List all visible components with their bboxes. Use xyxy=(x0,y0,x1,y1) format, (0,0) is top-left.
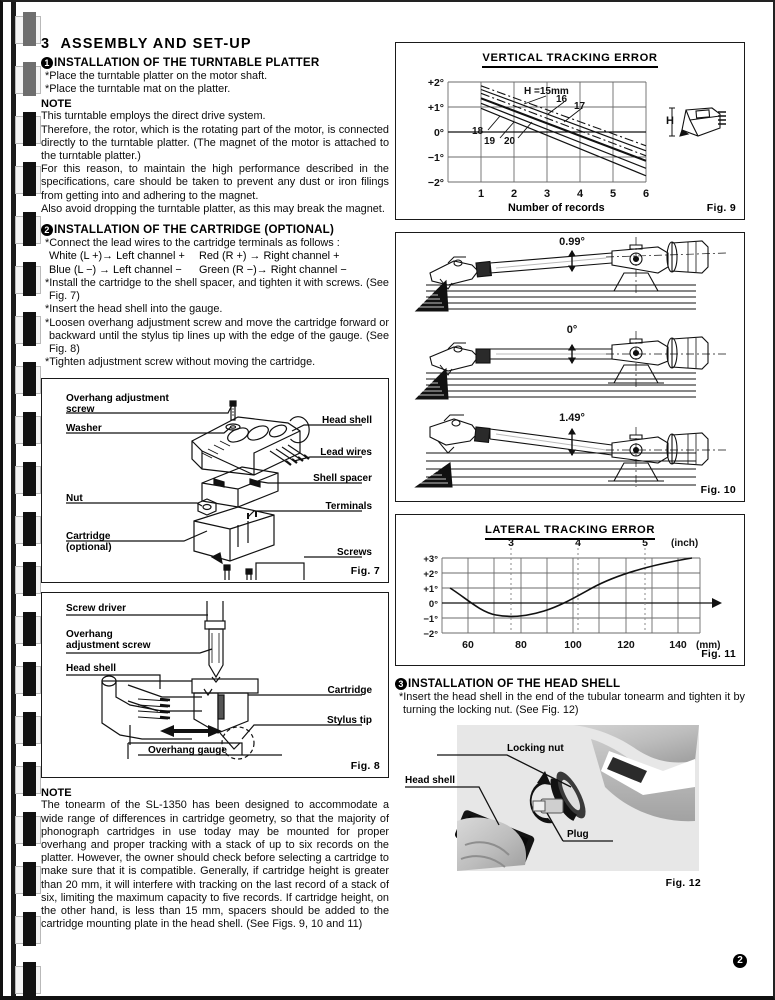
binding-ring xyxy=(23,12,36,46)
bullet-2-icon: 2 xyxy=(41,224,53,236)
binding-ring xyxy=(23,512,36,546)
bottom-note-text: The tonearm of the SL-1350 has been designed to accommodate a wide range of differences in cartridge geometry, so that the majority of phonograph cartridges in use today may be mounted for proper overhang and proper tracking with a stack of up to six records on the platter. However, the owner should check before selecting a cartridge to make sure that it is compatible. Generally, if cartridge height is greater than 20 mm, it will interfere with tracking on the last record of a stack of six, limiting the maximum capacity to five records. If cartridge height, on the other hand, is less than 15 mm, spacers should be added to the cartridge mounting plate in the head shell. (See Figs. 9, 10 and 11) xyxy=(41,799,389,931)
figure-8 xyxy=(41,592,389,778)
svg-text:80: 80 xyxy=(515,639,527,651)
series-h18 xyxy=(481,98,646,161)
svg-text:+2°: +2° xyxy=(427,77,444,89)
inch-label-4: 4 xyxy=(575,537,581,549)
svg-text:−2°: −2° xyxy=(423,629,438,640)
fig7-callout-lead-wires: Lead wires xyxy=(320,447,372,459)
s1-note-p3: For this reason, to maintain the high performance described in the specifications, care should be taken to prevent any dust or iron filings from getting into and adhering to the magnet. xyxy=(41,163,389,202)
svg-text:60: 60 xyxy=(462,639,474,651)
svg-text:19: 19 xyxy=(484,136,496,147)
binding-ring xyxy=(23,412,36,446)
binding-rail xyxy=(11,2,16,1000)
binding-ring xyxy=(23,112,36,146)
figure-9-title: VERTICAL TRACKING ERROR xyxy=(396,43,744,64)
wiring-row xyxy=(49,250,389,263)
fig11-inch-axis-label: (inch) xyxy=(671,538,699,549)
binding-ring xyxy=(23,62,36,96)
page-number: 2 xyxy=(733,954,747,968)
fig10-angle-2: 0° xyxy=(566,324,578,336)
figure-7-label: Fig. 7 xyxy=(350,565,380,578)
subsection-heading-2-label: INSTALLATION OF THE CARTRIDGE (OPTIONAL) xyxy=(54,223,334,237)
binding-ring xyxy=(23,762,36,796)
figure-11-label: Fig. 11 xyxy=(701,648,736,660)
fig8-callout-cartridge: Cartridge xyxy=(327,685,372,697)
figure-10-drawing xyxy=(396,233,742,497)
fig7-callout-washer: Washer xyxy=(66,423,102,435)
figure-11-title: LATERAL TRACKING ERROR xyxy=(396,515,744,536)
binding-ring xyxy=(23,912,36,946)
figure-11 xyxy=(395,514,745,666)
svg-text:+3°: +3° xyxy=(423,554,438,565)
wiring-left-2: Blue (L −) → Left channel − xyxy=(49,263,182,276)
figure-12-photo xyxy=(395,725,741,891)
subsection-heading-3-label: INSTALLATION OF THE HEAD SHELL xyxy=(408,677,621,690)
svg-text:H =15mm: H =15mm xyxy=(524,86,569,97)
fig7-callout-shell-spacer: Shell spacer xyxy=(313,473,372,485)
binding-ring xyxy=(23,612,36,646)
binding-ring xyxy=(23,712,36,746)
left-column xyxy=(41,36,389,932)
fig8-callout-screw-driver: Screw driver xyxy=(66,603,127,615)
s1-note-label: NOTE xyxy=(41,98,72,111)
svg-text:−2°: −2° xyxy=(427,177,444,189)
section-number: 3 xyxy=(41,36,51,52)
fig7-callout-nut: Nut xyxy=(66,493,83,505)
s2-line-1: *Install the cartridge to the shell spacer, and tighten it with screws. (See Fig. 7) xyxy=(45,277,389,303)
figure-8-label: Fig. 8 xyxy=(350,760,380,773)
svg-text:100: 100 xyxy=(564,639,582,651)
svg-text:2: 2 xyxy=(510,188,518,200)
svg-text:+2°: +2° xyxy=(423,569,438,580)
spiral-binding xyxy=(3,2,43,1000)
s1-note-p2: Therefore, the rotor, which is the rotating part of the motor, is connected directly to the turntable platter. (The magnet of the motor is attached to the turntable platter.) xyxy=(41,123,389,163)
inch-label-5: 5 xyxy=(642,537,648,549)
fig8-callout-stylus-tip: Stylus tip xyxy=(326,715,372,727)
fig8-callout-overhang-screw: Overhang adjustment screw xyxy=(66,629,151,652)
fig12-callout-head-shell: Head shell xyxy=(405,775,456,787)
binding-ring xyxy=(23,862,36,896)
figure-9-label: Fig. 9 xyxy=(706,202,736,214)
wiring-right-2: Green (R −)→ Right channel − xyxy=(199,263,347,276)
s1-note-p4: Also avoid dropping the turntable platter, as this may break the magnet. xyxy=(41,202,385,215)
svg-text:+1°: +1° xyxy=(423,584,438,595)
page-title xyxy=(41,36,389,52)
binding-ring xyxy=(23,312,36,346)
figure-7 xyxy=(41,378,389,583)
svg-text:16: 16 xyxy=(556,94,568,105)
chart-lateral-tracking-error xyxy=(396,536,742,654)
fig11-xunit: (mm) xyxy=(696,640,721,651)
fig9-inset-h-label: H xyxy=(666,115,674,127)
fig7-callout-overhang-screw: Overhang adjustment screw xyxy=(66,393,169,416)
lateral-error-curve xyxy=(450,558,692,616)
inch-label-3: 3 xyxy=(508,537,514,549)
wiring-row xyxy=(49,264,389,277)
subsection-heading-1-label: INSTALLATION OF THE TURNTABLE PLATTER xyxy=(54,56,320,69)
svg-text:120: 120 xyxy=(617,639,635,651)
right-column xyxy=(395,42,745,895)
subsection-heading-3 xyxy=(395,677,745,690)
svg-text:4: 4 xyxy=(576,188,584,200)
binding-ring xyxy=(23,462,36,496)
figure-10-label: Fig. 10 xyxy=(700,484,736,496)
fig10-angle-3: 1.49° xyxy=(559,412,585,424)
binding-ring xyxy=(23,812,36,846)
s1-line-1: *Place the turntable platter on the motor shaft. xyxy=(45,70,268,82)
svg-text:18: 18 xyxy=(472,126,484,137)
figure-9-xlabel: Number of records xyxy=(508,202,605,214)
s2-line-3: *Loosen overhang adjustment screw and move the cartridge forward or backward until the stylus tip lines up with the edge of the gauge. (See Fig. 8) xyxy=(45,316,389,356)
section-title-text: ASSEMBLY AND SET-UP xyxy=(60,36,252,52)
fig8-callout-overhang-gauge: Overhang gauge xyxy=(148,745,227,757)
svg-text:0°: 0° xyxy=(428,599,438,610)
binding-ring xyxy=(23,212,36,246)
figure-9 xyxy=(395,42,745,220)
svg-text:20: 20 xyxy=(504,136,516,147)
s1-note-p1: This turntable employs the direct drive system. xyxy=(41,110,266,123)
wiring-left-1: White (L +)→ Left channel + xyxy=(49,250,185,263)
subsection-heading-1 xyxy=(41,56,389,69)
binding-ring xyxy=(23,562,36,596)
bottom-note-label: NOTE xyxy=(41,787,72,800)
subsection-heading-2 xyxy=(41,223,389,236)
binding-ring xyxy=(23,262,36,296)
binding-ring xyxy=(23,662,36,696)
figure-10 xyxy=(395,232,745,502)
s2-intro: *Connect the lead wires to the cartridge terminals as follows : xyxy=(45,237,340,250)
svg-text:140: 140 xyxy=(669,639,687,651)
wiring-table xyxy=(41,250,389,277)
svg-text:0°: 0° xyxy=(433,127,444,139)
figure-12 xyxy=(395,725,745,895)
svg-text:17: 17 xyxy=(574,101,586,112)
s3-line-1: *Insert the head shell in the end of the tubular tonearm and tighten it by turning the locking nut. (See Fig. 12) xyxy=(399,691,745,717)
fig7-callout-terminals: Terminals xyxy=(325,501,372,513)
fig7-callout-head-shell: Head shell xyxy=(321,415,372,427)
chart-vertical-tracking-error xyxy=(396,64,742,206)
fig12-callout-locking-nut: Locking nut xyxy=(507,743,564,755)
svg-text:−1°: −1° xyxy=(427,152,444,164)
fig8-callout-head-shell: Head shell xyxy=(66,663,117,675)
s2-line-2: *Insert the head shell into the gauge. xyxy=(45,303,223,316)
fig7-callout-cartridge: Cartridge (optional) xyxy=(66,531,112,554)
svg-text:5: 5 xyxy=(609,188,617,200)
figure-12-label: Fig. 12 xyxy=(665,877,701,890)
svg-text:6: 6 xyxy=(642,188,650,200)
binding-ring xyxy=(23,962,36,996)
s1-line-2: *Place the turntable mat on the platter. xyxy=(45,83,231,96)
s2-line-4: *Tighten adjustment screw without moving the cartridge. xyxy=(45,356,316,369)
fig12-callout-plug: Plug xyxy=(567,829,589,841)
svg-text:3: 3 xyxy=(543,188,551,200)
wiring-right-1: Red (R +) → Right channel + xyxy=(199,250,340,263)
binding-ring xyxy=(23,162,36,196)
bullet-1-icon: 1 xyxy=(41,57,53,69)
svg-text:−1°: −1° xyxy=(423,614,438,625)
fig7-callout-screws: Screws xyxy=(336,547,372,559)
fig10-angle-1: 0.99° xyxy=(559,236,585,248)
binding-ring xyxy=(23,362,36,396)
svg-text:+1°: +1° xyxy=(427,102,444,114)
svg-text:1: 1 xyxy=(477,188,485,200)
bullet-3-icon: 3 xyxy=(395,678,407,690)
